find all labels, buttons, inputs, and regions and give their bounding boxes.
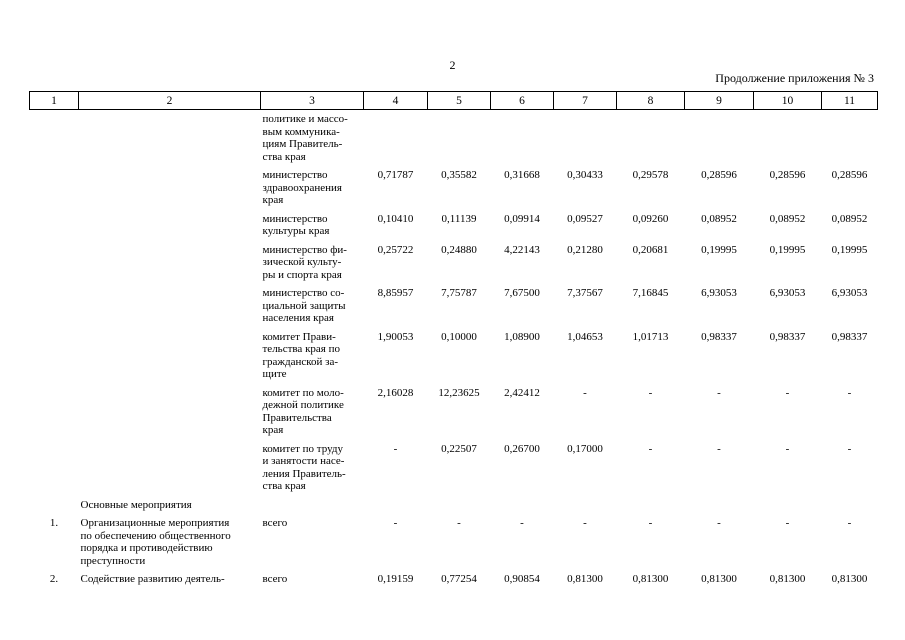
column-header-10: 10 — [754, 92, 822, 110]
executor-cell: всего — [262, 517, 288, 529]
value-cell: 0,98337 — [769, 330, 806, 343]
value-cell: - — [457, 517, 461, 529]
value-cell: 0,19995 — [701, 243, 737, 256]
value-cell — [428, 496, 491, 515]
value-cell: - — [520, 517, 524, 529]
table-row — [30, 496, 878, 515]
column-header-1: 1 — [30, 92, 79, 110]
value-cell: - — [583, 517, 587, 529]
value-cell: 0,98337 — [701, 330, 737, 343]
measure-name-cell: Организационные мероприятия по обеспечению общественного порядка и противодействию преступности — [80, 517, 231, 567]
value-cell — [617, 496, 685, 515]
value-cell: 0,28596 — [769, 169, 806, 181]
row-number-cell — [30, 384, 79, 440]
value-cell: - — [847, 517, 852, 529]
value-cell: 0,31668 — [504, 169, 540, 181]
measure-name-cell — [79, 241, 261, 285]
row-number-cell — [30, 496, 79, 515]
measure-name-cell — [79, 110, 261, 167]
measure-name-cell — [79, 440, 261, 496]
value-cell: - — [583, 386, 587, 399]
row-number-cell — [30, 110, 79, 167]
measure-name-cell — [79, 284, 261, 328]
value-cell: - — [847, 386, 852, 399]
value-cell: 7,37567 — [567, 287, 603, 299]
measure-name-cell — [79, 166, 261, 210]
value-cell: 0,81300 — [831, 573, 868, 585]
value-cell — [822, 110, 878, 167]
value-cell: 1,08900 — [504, 330, 540, 343]
value-cell — [554, 496, 617, 515]
value-cell: 1,90053 — [377, 330, 414, 343]
row-number-cell — [30, 284, 79, 328]
value-cell — [491, 110, 554, 167]
value-cell — [428, 110, 491, 167]
value-cell: 2,42412 — [504, 386, 540, 399]
value-cell: - — [785, 442, 790, 455]
value-cell: 0,77254 — [441, 573, 477, 585]
executor-cell: министерство фи- зической культу- ры и спорта края — [262, 243, 347, 281]
value-cell: 0,81300 — [567, 573, 603, 585]
value-cell: - — [393, 442, 398, 455]
value-cell: 0,81300 — [769, 573, 806, 585]
value-cell: 2,16028 — [377, 386, 414, 399]
table-row — [30, 284, 878, 328]
value-cell — [754, 110, 822, 167]
value-cell: 0,81300 — [701, 573, 737, 585]
row-number-cell — [30, 328, 79, 384]
value-cell: - — [717, 517, 721, 529]
measure-name-cell — [79, 384, 261, 440]
value-cell: 0,29578 — [632, 169, 669, 181]
column-header-11: 11 — [822, 92, 878, 110]
column-header-3: 3 — [261, 92, 364, 110]
value-cell: 0,20681 — [632, 243, 669, 256]
table-row — [30, 166, 878, 210]
value-cell — [822, 496, 878, 515]
value-cell: 0,10410 — [377, 212, 414, 225]
row-number-cell — [30, 210, 79, 241]
column-header-6: 6 — [491, 92, 554, 110]
column-header-8: 8 — [617, 92, 685, 110]
value-cell: - — [393, 517, 398, 529]
value-cell: - — [648, 442, 653, 455]
table-body — [30, 110, 878, 589]
table-row — [30, 328, 878, 384]
value-cell: 0,09527 — [567, 212, 603, 225]
value-cell: 0,24880 — [441, 243, 477, 256]
executor-cell: министерство со- циальной защиты населения края — [262, 287, 346, 324]
value-cell: 4,22143 — [504, 243, 540, 256]
table-row — [30, 514, 878, 570]
value-cell: 0,08952 — [701, 212, 737, 225]
column-header-5: 5 — [428, 92, 491, 110]
value-cell: - — [717, 442, 721, 455]
executor-cell: комитет по труду и занятости насе- ления Правитель- ства края — [262, 442, 346, 492]
measure-name-cell — [79, 210, 261, 241]
value-cell: 0,11139 — [441, 212, 477, 225]
value-cell: - — [717, 386, 721, 399]
executor-cell: комитет Прави- тельства края по гражданской за- щите — [262, 330, 340, 380]
value-cell — [491, 496, 554, 515]
executor-cell: министерство культуры края — [262, 212, 330, 237]
appendix-caption: Продолжение приложения № 3 — [715, 71, 874, 85]
executor-cell — [261, 496, 364, 515]
value-cell: 6,93053 — [831, 287, 868, 299]
value-cell: 0,09260 — [632, 212, 669, 225]
column-header-4: 4 — [364, 92, 428, 110]
executor-cell: всего — [262, 573, 288, 585]
value-cell — [685, 496, 754, 515]
value-cell: 0,71787 — [377, 169, 414, 181]
column-header-7: 7 — [554, 92, 617, 110]
value-cell: 0,19159 — [377, 573, 414, 585]
table-header-row — [30, 92, 878, 110]
measure-name-cell — [79, 328, 261, 384]
value-cell: - — [785, 517, 790, 529]
measure-name-cell: Содействие развитию деятель- — [80, 573, 225, 585]
value-cell: 0,25722 — [377, 243, 414, 256]
row-number-cell — [30, 241, 79, 285]
value-cell: 12,23625 — [438, 386, 480, 399]
value-cell: 0,19995 — [769, 243, 806, 256]
row-number-cell — [30, 166, 79, 210]
value-cell: 0,10000 — [441, 330, 477, 343]
value-cell: 0,98337 — [831, 330, 868, 343]
column-header-9: 9 — [685, 92, 754, 110]
executor-cell: политике и массо- вым коммуника- циям Правитель- ства края — [262, 113, 348, 163]
column-header-2: 2 — [79, 92, 261, 110]
value-cell: 0,35582 — [441, 169, 477, 181]
value-cell: 6,93053 — [701, 287, 737, 299]
value-cell: 0,28596 — [701, 169, 737, 181]
value-cell — [754, 496, 822, 515]
value-cell — [554, 110, 617, 167]
value-cell: 1,01713 — [632, 330, 669, 343]
value-cell: 6,93053 — [769, 287, 806, 299]
value-cell — [364, 110, 428, 167]
value-cell: - — [648, 517, 653, 529]
value-cell: - — [847, 442, 852, 455]
table-row — [30, 210, 878, 241]
value-cell — [685, 110, 754, 167]
value-cell: 0,19995 — [831, 243, 868, 256]
executor-cell: министерство здравоохранения края — [262, 169, 342, 206]
value-cell: 0,30433 — [567, 169, 603, 181]
value-cell: 7,16845 — [632, 287, 669, 299]
value-cell: 0,09914 — [504, 212, 540, 225]
appendix-table — [29, 91, 878, 589]
value-cell: 7,67500 — [504, 287, 540, 299]
value-cell: 0,21280 — [567, 243, 603, 256]
value-cell: 0,90854 — [504, 573, 540, 585]
value-cell: 7,75787 — [441, 287, 477, 299]
value-cell: 0,28596 — [831, 169, 868, 181]
value-cell: 0,08952 — [769, 212, 806, 225]
row-number-cell: 1. — [49, 517, 59, 529]
table-row — [30, 570, 878, 589]
page-number: 2 — [449, 58, 456, 72]
value-cell — [617, 110, 685, 167]
value-cell: 8,85957 — [377, 287, 414, 299]
value-cell: 0,22507 — [441, 442, 477, 455]
value-cell: - — [648, 386, 653, 399]
row-number-cell — [30, 440, 79, 496]
table-row — [30, 440, 878, 496]
value-cell: 0,26700 — [504, 442, 540, 455]
executor-cell: комитет по моло- дежной политике Правительства края — [262, 386, 344, 436]
value-cell: 0,17000 — [567, 442, 603, 455]
table-row — [30, 110, 878, 167]
table-row — [30, 241, 878, 285]
row-number-cell: 2. — [49, 573, 59, 585]
table-row — [30, 384, 878, 440]
measure-name-cell: Основные мероприятия — [80, 498, 192, 511]
value-cell — [364, 496, 428, 515]
value-cell: 0,08952 — [831, 212, 868, 225]
value-cell: 0,81300 — [632, 573, 669, 585]
value-cell: - — [785, 386, 790, 399]
value-cell: 1,04653 — [567, 330, 603, 343]
